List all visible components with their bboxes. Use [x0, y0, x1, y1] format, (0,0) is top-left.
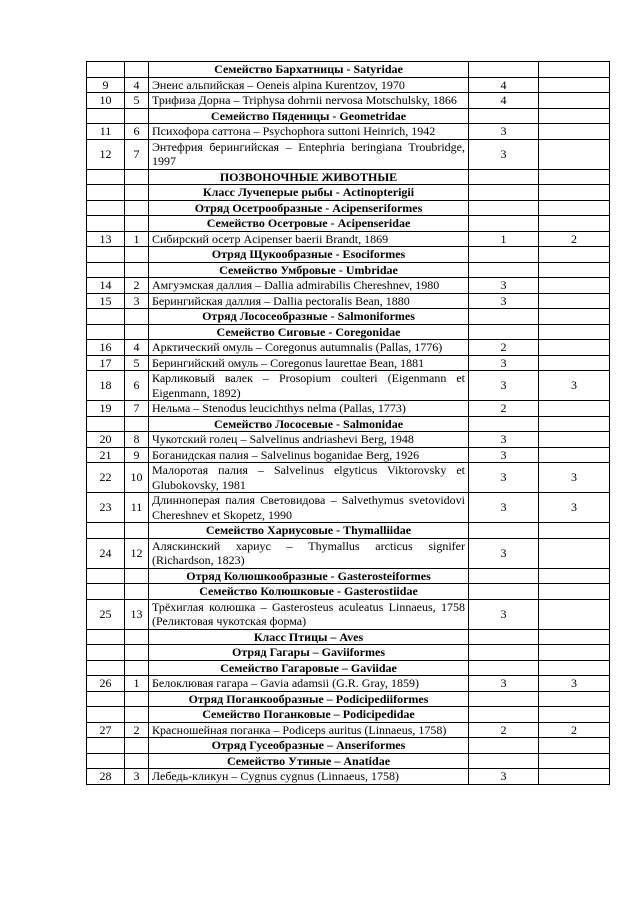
taxon-header-row [87, 262, 610, 278]
species-name: Трёхиглая колюшка – Gasterosteus aculeatus Linnaeus, 1758 (Реликтовая чукотская форма) [149, 599, 469, 629]
taxon-header-row [87, 629, 610, 645]
empty-cell [125, 108, 149, 124]
empty-cell [469, 568, 539, 584]
empty-cell [125, 200, 149, 216]
row-number: 11 [87, 124, 125, 140]
empty-cell [469, 309, 539, 325]
taxon-header: Отряд Щукообразные - Esociformes [149, 247, 469, 263]
status-category: 3 [469, 293, 539, 309]
group-number: 1 [125, 231, 149, 247]
status-category: 3 [469, 538, 539, 568]
empty-cell [469, 62, 539, 78]
status-category-2 [539, 538, 610, 568]
empty-cell [87, 309, 125, 325]
taxon-header: Семейство Осетровые - Acipenseridae [149, 216, 469, 232]
taxon-header: Семейство Умбровые - Umbridae [149, 262, 469, 278]
group-number: 7 [125, 401, 149, 417]
group-number: 9 [125, 447, 149, 463]
group-number: 10 [125, 463, 149, 493]
empty-cell [87, 62, 125, 78]
taxon-header-row [87, 416, 610, 432]
taxon-header-row [87, 324, 610, 340]
taxon-header-row [87, 707, 610, 723]
status-category: 3 [469, 124, 539, 140]
empty-cell [125, 309, 149, 325]
empty-cell [125, 185, 149, 201]
empty-cell [87, 185, 125, 201]
status-category-2: 2 [539, 231, 610, 247]
empty-cell [125, 247, 149, 263]
empty-cell [125, 568, 149, 584]
empty-cell [469, 707, 539, 723]
empty-cell [87, 216, 125, 232]
taxon-header: Семейство Поганковые – Podicipedidae [149, 707, 469, 723]
taxon-header-row [87, 660, 610, 676]
empty-cell [469, 753, 539, 769]
species-name: Длинноперая палия Световидова – Salvethymus svetovidovi Chereshnev et Skopetz, 1990 [149, 493, 469, 523]
taxon-header: Семейство Хариусовые - Thymalliidae [149, 523, 469, 539]
empty-cell [125, 216, 149, 232]
status-category-2 [539, 355, 610, 371]
empty-cell [125, 523, 149, 539]
status-category: 1 [469, 231, 539, 247]
status-category-2 [539, 293, 610, 309]
taxon-header: Класс Птицы – Aves [149, 629, 469, 645]
taxon-header: Отряд Гагары – Gaviiformes [149, 645, 469, 661]
status-category: 3 [469, 355, 539, 371]
species-name: Энеис альпийская – Oeneis alpina Kurentzov, 1970 [149, 77, 469, 93]
taxon-header: Отряд Поганкообразные – Podicipediiformes [149, 691, 469, 707]
group-number: 6 [125, 371, 149, 401]
species-name: Белоклювая гагара – Gavia adamsii (G.R. Gray, 1859) [149, 676, 469, 692]
species-name: Арктический омуль – Coregonus autumnalis (Pallas, 1776) [149, 340, 469, 356]
species-row [87, 278, 610, 294]
status-category-2: 3 [539, 676, 610, 692]
row-number: 15 [87, 293, 125, 309]
species-row [87, 355, 610, 371]
species-name: Карликовый валек – Prosopium coulteri (Eigenmann et Eigenmann, 1892) [149, 371, 469, 401]
status-category: 3 [469, 371, 539, 401]
taxon-header: Отряд Гусеобразные – Anseriformes [149, 738, 469, 754]
empty-cell [87, 738, 125, 754]
taxon-header-row [87, 584, 610, 600]
status-category: 3 [469, 278, 539, 294]
status-category: 2 [469, 722, 539, 738]
empty-cell [87, 416, 125, 432]
group-number: 13 [125, 599, 149, 629]
taxon-header: Отряд Осетрообразные - Acipenseriformes [149, 200, 469, 216]
status-category: 3 [469, 599, 539, 629]
status-category: 2 [469, 401, 539, 417]
species-name: Трифиза Дорна – Triphysa dohrnii nervosa Motschulsky, 1866 [149, 93, 469, 109]
empty-cell [469, 629, 539, 645]
status-category: 4 [469, 77, 539, 93]
empty-cell [539, 62, 610, 78]
taxon-header-row [87, 247, 610, 263]
species-name: Берингийская даллия – Dallia pectoralis Bean, 1880 [149, 293, 469, 309]
empty-cell [539, 753, 610, 769]
status-category-2 [539, 278, 610, 294]
taxon-header: Класс Лучеперые рыбы - Actinopterigii [149, 185, 469, 201]
status-category-2 [539, 93, 610, 109]
group-number: 5 [125, 93, 149, 109]
empty-cell [125, 324, 149, 340]
species-name: Нельма – Stenodus leucichthys nelma (Pallas, 1773) [149, 401, 469, 417]
empty-cell [539, 645, 610, 661]
row-number: 14 [87, 278, 125, 294]
group-number: 7 [125, 139, 149, 169]
species-row [87, 538, 610, 568]
group-number: 4 [125, 340, 149, 356]
empty-cell [87, 324, 125, 340]
status-category-2 [539, 447, 610, 463]
group-number: 5 [125, 355, 149, 371]
empty-cell [539, 200, 610, 216]
empty-cell [539, 324, 610, 340]
taxon-header-row [87, 568, 610, 584]
taxon-header-row [87, 691, 610, 707]
status-category-2: 3 [539, 493, 610, 523]
empty-cell [87, 169, 125, 185]
taxon-header-row [87, 169, 610, 185]
taxon-header-row [87, 185, 610, 201]
taxon-header: ПОЗВОНОЧНЫЕ ЖИВОТНЫЕ [149, 169, 469, 185]
empty-cell [87, 691, 125, 707]
species-row [87, 447, 610, 463]
empty-cell [539, 707, 610, 723]
group-number: 12 [125, 538, 149, 568]
status-category: 3 [469, 493, 539, 523]
empty-cell [469, 691, 539, 707]
empty-cell [125, 62, 149, 78]
group-number: 2 [125, 278, 149, 294]
status-category-2: 2 [539, 722, 610, 738]
row-number: 18 [87, 371, 125, 401]
species-row [87, 93, 610, 109]
status-category-2: 3 [539, 371, 610, 401]
empty-cell [469, 185, 539, 201]
empty-cell [539, 216, 610, 232]
row-number: 24 [87, 538, 125, 568]
status-category-2 [539, 340, 610, 356]
table-body [87, 62, 610, 785]
empty-cell [125, 738, 149, 754]
row-number: 22 [87, 463, 125, 493]
group-number: 8 [125, 432, 149, 448]
empty-cell [539, 108, 610, 124]
empty-cell [539, 584, 610, 600]
empty-cell [125, 645, 149, 661]
species-row [87, 124, 610, 140]
empty-cell [87, 200, 125, 216]
empty-cell [469, 200, 539, 216]
species-name: Боганидская палия – Salvelinus boganidae Berg, 1926 [149, 447, 469, 463]
species-row [87, 432, 610, 448]
taxon-header-row [87, 523, 610, 539]
row-number: 21 [87, 447, 125, 463]
species-row [87, 231, 610, 247]
empty-cell [87, 568, 125, 584]
empty-cell [539, 523, 610, 539]
status-category: 3 [469, 676, 539, 692]
row-number: 10 [87, 93, 125, 109]
status-category-2 [539, 401, 610, 417]
taxon-header-row [87, 738, 610, 754]
species-name: Амгуэмская даллия – Dallia admirabilis Chereshnev, 1980 [149, 278, 469, 294]
row-number: 13 [87, 231, 125, 247]
status-category-2 [539, 139, 610, 169]
species-name: Энтефрия берингийская – Entephria beringiana Troubridge, 1997 [149, 139, 469, 169]
empty-cell [125, 629, 149, 645]
row-number: 25 [87, 599, 125, 629]
empty-cell [469, 416, 539, 432]
taxon-header: Семейство Пяденицы - Geometridae [149, 108, 469, 124]
empty-cell [125, 169, 149, 185]
taxon-header-row [87, 309, 610, 325]
empty-cell [539, 629, 610, 645]
group-number: 1 [125, 676, 149, 692]
species-name: Чукотский голец – Salvelinus andriashevi Berg, 1948 [149, 432, 469, 448]
empty-cell [469, 645, 539, 661]
species-row [87, 401, 610, 417]
empty-cell [87, 629, 125, 645]
status-category: 3 [469, 447, 539, 463]
row-number: 23 [87, 493, 125, 523]
empty-cell [539, 416, 610, 432]
group-number: 11 [125, 493, 149, 523]
species-name: Аляскинский хариус – Thymallus arcticus signifer (Richardson, 1823) [149, 538, 469, 568]
species-row [87, 340, 610, 356]
row-number: 17 [87, 355, 125, 371]
empty-cell [87, 523, 125, 539]
group-number: 6 [125, 124, 149, 140]
row-number: 16 [87, 340, 125, 356]
empty-cell [539, 660, 610, 676]
empty-cell [469, 523, 539, 539]
species-row [87, 722, 610, 738]
species-name: Малоротая палия – Salvelinus elgyticus Viktorovsky et Glubokovsky, 1981 [149, 463, 469, 493]
status-category: 4 [469, 93, 539, 109]
species-row [87, 676, 610, 692]
empty-cell [87, 247, 125, 263]
row-number: 20 [87, 432, 125, 448]
empty-cell [539, 568, 610, 584]
empty-cell [539, 262, 610, 278]
status-category-2 [539, 432, 610, 448]
empty-cell [469, 738, 539, 754]
species-table [86, 61, 610, 785]
group-number: 4 [125, 77, 149, 93]
row-number: 28 [87, 769, 125, 785]
status-category-2 [539, 769, 610, 785]
group-number: 3 [125, 293, 149, 309]
empty-cell [539, 169, 610, 185]
empty-cell [87, 645, 125, 661]
species-row [87, 293, 610, 309]
empty-cell [125, 691, 149, 707]
empty-cell [125, 584, 149, 600]
empty-cell [469, 108, 539, 124]
empty-cell [125, 660, 149, 676]
empty-cell [87, 660, 125, 676]
species-row [87, 769, 610, 785]
empty-cell [87, 108, 125, 124]
empty-cell [539, 185, 610, 201]
taxon-header: Семейство Бархатницы - Satyridae [149, 62, 469, 78]
species-row [87, 463, 610, 493]
status-category: 3 [469, 769, 539, 785]
taxon-header: Семейство Утиные – Anatidae [149, 753, 469, 769]
status-category-2 [539, 77, 610, 93]
species-row [87, 599, 610, 629]
taxon-header-row [87, 216, 610, 232]
status-category-2 [539, 124, 610, 140]
empty-cell [469, 247, 539, 263]
species-name: Сибирский осетр Acipenser baerii Brandt, 1869 [149, 231, 469, 247]
species-name: Красношейная поганка – Podiceps auritus (Linnaeus, 1758) [149, 722, 469, 738]
taxon-header-row [87, 200, 610, 216]
empty-cell [125, 262, 149, 278]
empty-cell [469, 169, 539, 185]
empty-cell [469, 216, 539, 232]
species-row [87, 77, 610, 93]
group-number: 2 [125, 722, 149, 738]
empty-cell [469, 584, 539, 600]
empty-cell [125, 753, 149, 769]
status-category: 2 [469, 340, 539, 356]
taxon-header: Семейство Гагаровые – Gaviidae [149, 660, 469, 676]
empty-cell [87, 262, 125, 278]
species-name: Берингийский омуль – Coregonus laurettae Bean, 1881 [149, 355, 469, 371]
empty-cell [87, 753, 125, 769]
species-row [87, 493, 610, 523]
species-row [87, 371, 610, 401]
empty-cell [539, 247, 610, 263]
species-name: Психофора саттона – Psychophora suttoni Heinrich, 1942 [149, 124, 469, 140]
group-number: 3 [125, 769, 149, 785]
status-category-2 [539, 599, 610, 629]
status-category: 3 [469, 139, 539, 169]
status-category: 3 [469, 432, 539, 448]
species-name: Лебедь-кликун – Cygnus cygnus (Linnaeus, 1758) [149, 769, 469, 785]
empty-cell [87, 584, 125, 600]
empty-cell [469, 262, 539, 278]
species-row [87, 139, 610, 169]
taxon-header-row [87, 108, 610, 124]
row-number: 19 [87, 401, 125, 417]
empty-cell [125, 416, 149, 432]
row-number: 9 [87, 77, 125, 93]
row-number: 26 [87, 676, 125, 692]
taxon-header: Семейство Лососевые - Salmonidae [149, 416, 469, 432]
empty-cell [539, 738, 610, 754]
empty-cell [469, 324, 539, 340]
taxon-header-row [87, 62, 610, 78]
taxon-header-row [87, 645, 610, 661]
row-number: 27 [87, 722, 125, 738]
taxon-header: Семейство Сиговые - Coregonidae [149, 324, 469, 340]
empty-cell [539, 691, 610, 707]
empty-cell [87, 707, 125, 723]
taxon-header: Отряд Лососеобразные - Salmoniformes [149, 309, 469, 325]
taxon-header: Отряд Колюшкообразные - Gasterosteiformes [149, 568, 469, 584]
empty-cell [469, 660, 539, 676]
row-number: 12 [87, 139, 125, 169]
status-category: 3 [469, 463, 539, 493]
empty-cell [539, 309, 610, 325]
taxon-header: Семейство Колюшковые - Gasterostiidae [149, 584, 469, 600]
taxon-header-row [87, 753, 610, 769]
empty-cell [125, 707, 149, 723]
status-category-2: 3 [539, 463, 610, 493]
